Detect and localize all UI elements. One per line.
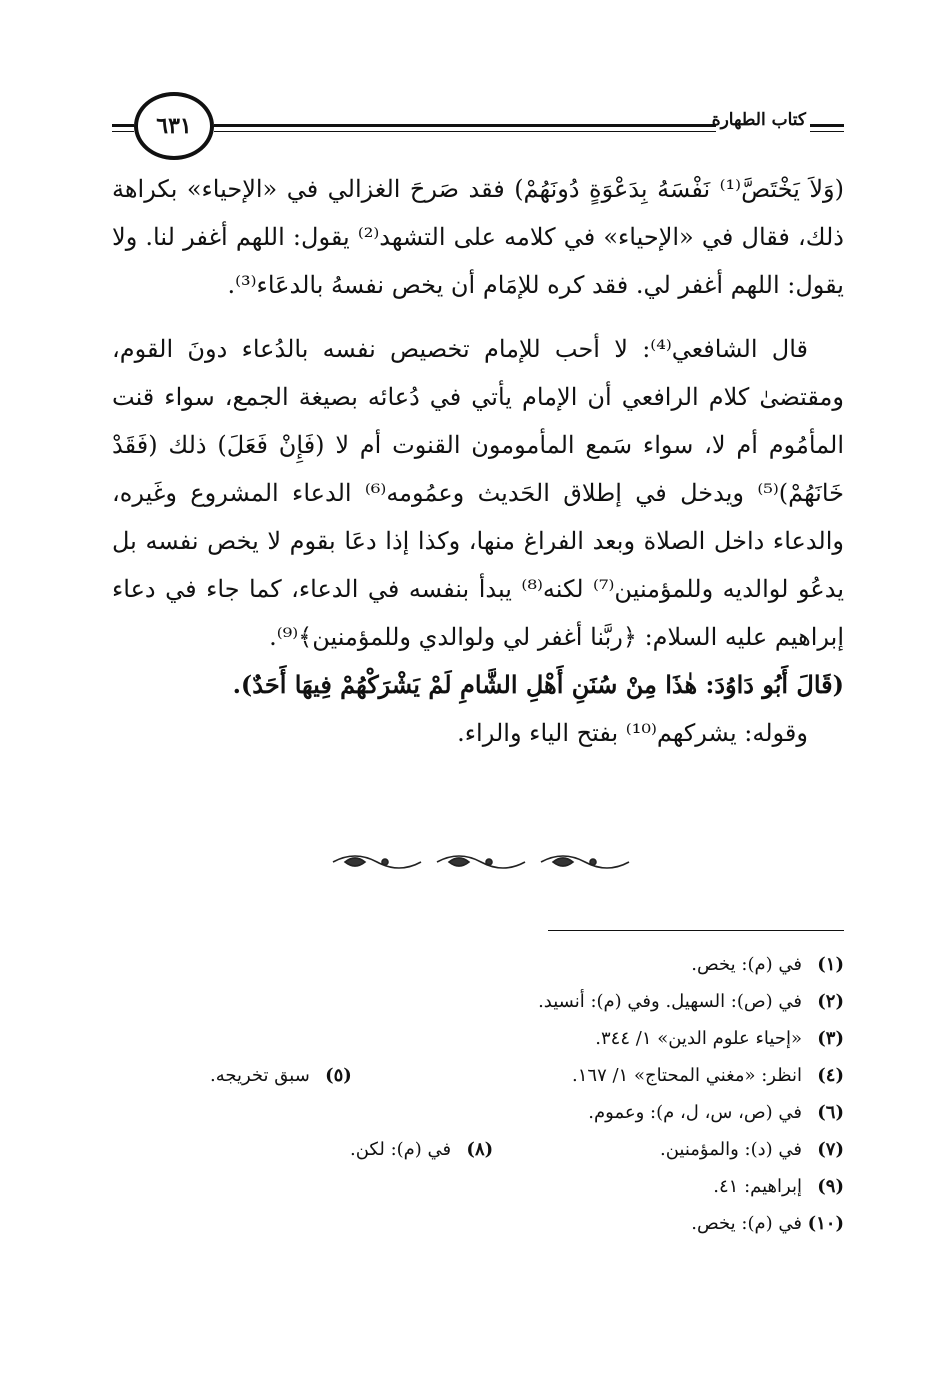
floral-divider-icon bbox=[325, 848, 635, 876]
footnote-separator bbox=[548, 930, 844, 931]
header-rule-right-thin bbox=[810, 131, 844, 132]
footnote-text: انظر: «مغني المحتاج» ١/ ١٦٧. bbox=[572, 1065, 802, 1086]
footnote-text: سبق تخريجه. bbox=[210, 1065, 310, 1086]
footnote-number: (١) bbox=[817, 954, 844, 975]
footnote-text: في (ص): السهيل. وفي (م): أنسيد. bbox=[538, 991, 802, 1012]
paragraph-1: (وَلاَ يَخْتَصَّ⁽¹⁾ نَفْسَهُ بِدَعْوَةٍ دُونَهُمْ) فقد صَرحَ الغزالي في «الإحياء» بكراهة ذلك، فقال في «الإحياء» في كلامه على التشهد⁽²⁾ يقول: اللهم أغفر لنا. ولا يقول: اللهم أغفر لي. فقد كره للإمَام أن يخص نفسهُ بالدعَاء⁽³⁾. bbox=[112, 175, 844, 299]
footnote-4 bbox=[112, 1057, 844, 1094]
header-rule-left-thin bbox=[112, 131, 134, 132]
header-rule-left bbox=[112, 124, 134, 127]
footnote-5 bbox=[210, 1057, 352, 1094]
footnote-9 bbox=[112, 1168, 844, 1205]
footnote-10 bbox=[112, 1205, 844, 1242]
footnote-7 bbox=[112, 1131, 844, 1168]
header-rule-middle bbox=[214, 124, 716, 127]
footnote-number: (٦) bbox=[817, 1102, 844, 1123]
footnote-number: (٧) bbox=[817, 1139, 844, 1160]
page-number: ٦٣١ bbox=[134, 92, 214, 160]
footnote-6 bbox=[112, 1094, 844, 1131]
abu-dawud-quote: (قَالَ أَبُو دَاوُدَ: هٰذَا مِنْ سُنَنِ أَهْلِ الشَّامِ لَمْ يَشْرَكْهُمْ فِيهَا أَحَدٌ). bbox=[232, 670, 844, 699]
footnote-number: (٨) bbox=[466, 1139, 494, 1160]
footnote-text: في (م): يخص. bbox=[691, 954, 802, 975]
footnote-number: (١٠) bbox=[807, 1213, 844, 1234]
footnote-text: في (م): يخص. bbox=[691, 1213, 802, 1234]
footnote-3 bbox=[112, 1020, 844, 1057]
paragraph-2: قال الشافعي⁽⁴⁾: لا أحب للإمام تخصيص نفسه بالدُعاء دونَ القوم، ومقتضىٰ كلام الرافعي أن الإمام يأتي في دُعائه بصيغة الجمع، سواء قنت المأمُوم أم لا، سواء سَمع المأمومون القنوت أم لا (فَإِنْ فَعَلَ) ذلك (فَقَدْ خَانَهُمْ)⁽⁵⁾ ويدخل في إطلاق الحَديث وعمُومه⁽⁶⁾ الدعاء المشروع وغَيره، والدعاء داخل الصلاة وبعد الفراغ منها، وكذا إذا دعَا بقوم لا يخص نفسه بل يدعُو لوالديه وللمؤمنين⁽⁷⁾ لكنه⁽⁸⁾ يبدأ بنفسه في الدعاء، كما جاء في دعاء إبراهيم عليه السلام: ﴿ربَّنا أغفر لي ولوالدي وللمؤمنين﴾⁽⁹⁾. bbox=[112, 335, 845, 651]
footnote-number: (٢) bbox=[817, 991, 844, 1012]
footnote-number: (٥) bbox=[325, 1065, 352, 1086]
footnote-number: (٣) bbox=[817, 1028, 844, 1049]
footnote-8 bbox=[350, 1131, 493, 1168]
header-rule-middle-thin bbox=[214, 131, 716, 132]
footnote-2 bbox=[112, 983, 844, 1020]
footnote-1 bbox=[112, 946, 844, 983]
main-text bbox=[112, 165, 844, 757]
footnote-text: إبراهيم: ٤١. bbox=[713, 1176, 802, 1197]
header-rule-right bbox=[810, 124, 844, 127]
footnote-number: (٤) bbox=[817, 1065, 844, 1086]
footnote-text: «إحياء علوم الدين» ١/ ٣٤٤. bbox=[595, 1028, 802, 1049]
footnote-text: في (ص، س، ل، م): وعموم. bbox=[588, 1102, 802, 1123]
paragraph-4: وقوله: يشركهم⁽¹⁰⁾ بفتح الياء والراء. bbox=[457, 719, 808, 747]
book-title: كتاب الطهارة bbox=[711, 110, 806, 130]
footnotes bbox=[112, 946, 844, 1242]
footnote-number: (٩) bbox=[817, 1176, 844, 1197]
page-header bbox=[112, 88, 844, 168]
footnote-text: في (م): لكن. bbox=[350, 1139, 452, 1160]
footnote-text: في (د): والمؤمنين. bbox=[660, 1139, 802, 1160]
